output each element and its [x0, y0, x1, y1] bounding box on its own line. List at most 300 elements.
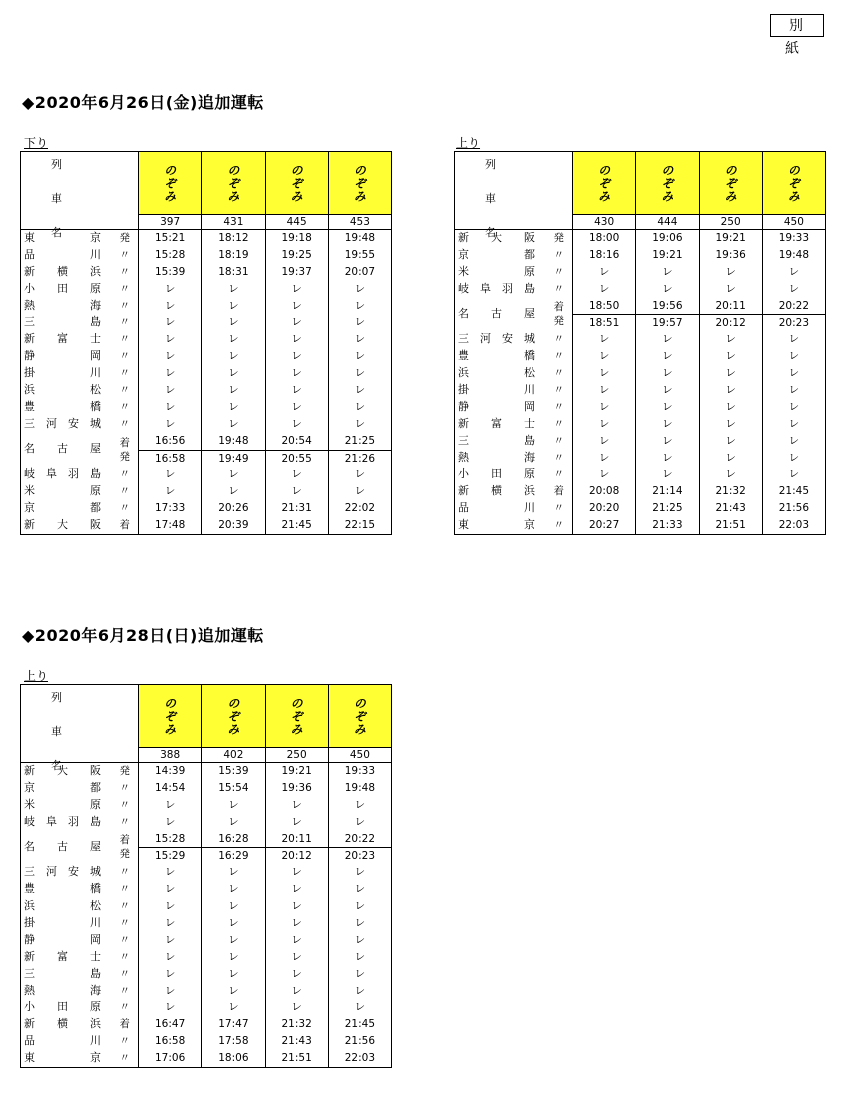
arrival-time: 20:11 [700, 298, 762, 316]
table-row [21, 247, 391, 264]
time-cell: レ [139, 983, 202, 1000]
time-cell: レ [788, 451, 800, 464]
station-cell [21, 281, 139, 298]
train-number: 402 [202, 747, 264, 762]
station-cell [455, 230, 573, 247]
time-cell [139, 831, 202, 865]
time-cell: 21:43 [700, 500, 763, 517]
time-cell: レ [354, 400, 366, 413]
time-cell: 15:21 [139, 230, 202, 247]
time-cell: 21:56 [344, 1035, 375, 1048]
train-columns [573, 152, 825, 229]
table-row [21, 298, 391, 315]
time-cell: 21:31 [266, 500, 329, 517]
table-row [455, 298, 825, 332]
station-cell [455, 365, 573, 382]
station-mark: 発 [119, 231, 130, 244]
table-row [21, 399, 391, 416]
time-cell: レ [266, 999, 329, 1016]
station-cell [21, 466, 139, 483]
time-cell: レ [202, 814, 265, 831]
table-row [21, 331, 391, 348]
station-name: 浜 松 [458, 366, 535, 380]
time-cell: レ [202, 864, 265, 881]
time-cell: 21:43 [266, 1033, 329, 1050]
departure-time: 20:12 [715, 317, 746, 330]
time-cell: 22:03 [778, 519, 809, 532]
table-row [455, 230, 825, 247]
time-cell: レ [354, 350, 366, 363]
station-cell [21, 1033, 139, 1050]
station-name: 豊 橋 [24, 399, 101, 413]
station-mark: 〃 [119, 417, 130, 430]
time-cells [139, 949, 391, 966]
time-cell: レ [354, 866, 366, 879]
time-cell: 20:07 [344, 265, 375, 278]
train-column [763, 152, 825, 229]
time-cell: レ [354, 282, 366, 295]
time-cell: 16:58 [139, 1033, 202, 1050]
time-cell: 18:31 [202, 264, 265, 281]
train-column [266, 152, 329, 229]
time-cell: 15:39 [139, 264, 202, 281]
station-cell [21, 932, 139, 949]
time-cells [139, 763, 391, 780]
train-column [329, 152, 391, 229]
station-name: 掛 川 [24, 366, 101, 380]
station-mark: 〃 [119, 367, 130, 380]
station-name: 米 原 [24, 484, 101, 498]
time-cell: レ [139, 348, 202, 365]
station-cell [21, 483, 139, 500]
time-cells [139, 281, 391, 298]
time-cells [139, 932, 391, 949]
time-cell: 19:25 [266, 247, 329, 264]
station-mark: 〃 [119, 950, 130, 963]
time-cell: レ [202, 314, 265, 331]
station-cell [21, 797, 139, 814]
time-cells [139, 780, 391, 797]
time-cells [139, 230, 391, 247]
time-cell: レ [202, 382, 265, 399]
time-cell [700, 298, 763, 332]
departure-time: 19:49 [218, 452, 249, 465]
departure-mark: 発 [119, 848, 130, 861]
time-cell [329, 831, 391, 865]
station-name: 名 古 屋 [458, 307, 535, 320]
table-row [21, 898, 391, 915]
table-row [21, 814, 391, 831]
time-cells [139, 517, 391, 534]
time-cell: レ [573, 466, 636, 483]
station-name: 小 田 原 [24, 281, 101, 295]
time-cell: レ [266, 949, 329, 966]
arrival-time: 19:48 [202, 433, 264, 451]
corner-char: 名 [51, 226, 62, 239]
time-cells [573, 450, 825, 467]
time-cell [636, 298, 699, 332]
station-cell [455, 298, 573, 332]
time-cells [139, 331, 391, 348]
table-row [455, 483, 825, 500]
time-cell: レ [354, 316, 366, 329]
station-cell [455, 483, 573, 500]
time-cell: 14:39 [139, 763, 202, 780]
station-mark: 〃 [119, 282, 130, 295]
station-mark: 〃 [119, 984, 130, 997]
section2-up-label: 上り [24, 669, 49, 683]
station-name: 名 古 屋 [24, 442, 101, 456]
section1-down-label: 下り [24, 136, 49, 150]
time-cell: レ [266, 881, 329, 898]
station-cell [455, 450, 573, 467]
table-row [21, 483, 391, 500]
time-cells [573, 466, 825, 483]
time-cell: レ [139, 416, 202, 433]
departure-mark: 発 [119, 450, 130, 463]
time-cell: 18:16 [573, 247, 636, 264]
time-cell: レ [139, 898, 202, 915]
time-cell: レ [354, 984, 366, 997]
time-cell: 15:39 [202, 763, 265, 780]
station-name: 豊 橋 [24, 882, 101, 896]
time-cell: レ [202, 483, 265, 500]
corner-char: 車 [485, 192, 496, 205]
station-mark: 〃 [119, 815, 130, 828]
time-cell: レ [139, 932, 202, 949]
time-cell: レ [636, 399, 699, 416]
station-name: 豊 橋 [458, 349, 535, 363]
time-cell: レ [354, 468, 366, 481]
station-name: 掛 川 [458, 383, 535, 397]
time-cell: 19:21 [266, 763, 329, 780]
train-number: 444 [636, 214, 698, 229]
station-name: 東 京 [24, 1051, 101, 1065]
timetable-june26-up [454, 151, 826, 535]
time-cells [573, 500, 825, 517]
time-cell [573, 298, 636, 332]
station-name: 浜 松 [24, 383, 101, 397]
section2-title: ◆2020年6月28日(日)追加運転 [22, 626, 264, 645]
train-number: 450 [329, 747, 391, 762]
station-cell [21, 1050, 139, 1067]
time-cell: レ [139, 966, 202, 983]
table-row [455, 450, 825, 467]
table-row [21, 881, 391, 898]
time-cell: 20:27 [573, 517, 636, 534]
train-type: のぞみ [329, 152, 391, 214]
train-column [573, 152, 636, 229]
station-name: 静 岡 [24, 349, 101, 363]
time-cell: 19:18 [266, 230, 329, 247]
station-name: 熱 海 [24, 298, 101, 312]
station-cell [21, 399, 139, 416]
station-mark: 着 [119, 1018, 130, 1031]
station-name: 京 都 [24, 501, 101, 515]
departure-time: 19:57 [652, 317, 683, 330]
time-cell: レ [202, 298, 265, 315]
arrival-time: 16:56 [139, 433, 201, 451]
time-cell: 19:55 [344, 248, 375, 261]
time-cell: 19:21 [636, 247, 699, 264]
time-cell: レ [139, 949, 202, 966]
table-row [455, 365, 825, 382]
table-row [21, 1033, 391, 1050]
station-name: 名 古 屋 [24, 840, 101, 853]
time-cell: 21:14 [636, 483, 699, 500]
time-cell: レ [139, 466, 202, 483]
train-type: のぞみ [139, 685, 201, 747]
train-type: のぞみ [266, 685, 328, 747]
station-cell [455, 466, 573, 483]
time-cells [573, 298, 825, 332]
time-cell: レ [354, 1001, 366, 1014]
table-row [455, 281, 825, 298]
station-mark: 〃 [553, 384, 564, 397]
time-cell: レ [266, 898, 329, 915]
time-cell: レ [139, 915, 202, 932]
time-cell [202, 831, 265, 865]
time-cell: 22:03 [344, 1052, 375, 1065]
corner-char: 列 [51, 158, 62, 171]
time-cell: 21:33 [636, 517, 699, 534]
time-cell: 19:48 [778, 248, 809, 261]
station-cell [21, 864, 139, 881]
time-cell: レ [202, 999, 265, 1016]
train-number: 453 [329, 214, 391, 229]
time-cell: レ [266, 348, 329, 365]
time-cell: レ [354, 798, 366, 811]
time-cell: レ [354, 883, 366, 896]
time-cell: レ [788, 350, 800, 363]
time-cell: レ [354, 950, 366, 963]
station-name: 岐 阜 羽 島 [24, 467, 101, 481]
station-cell [21, 763, 139, 780]
time-cell: レ [266, 281, 329, 298]
station-name: 東 京 [24, 231, 101, 244]
station-name: 新 横 浜 [458, 484, 535, 498]
table-row [21, 949, 391, 966]
station-mark: 〃 [119, 798, 130, 811]
time-cells [139, 365, 391, 382]
station-mark: 〃 [119, 316, 130, 329]
arrival-time: 20:11 [266, 831, 328, 849]
time-cell: レ [202, 949, 265, 966]
table-row [455, 331, 825, 348]
table-row [21, 500, 391, 517]
time-cell: レ [139, 999, 202, 1016]
train-type: のぞみ [202, 685, 264, 747]
table-row [455, 416, 825, 433]
time-cell [329, 433, 391, 467]
train-type: のぞみ [139, 152, 201, 214]
time-cells [573, 365, 825, 382]
time-cell: レ [202, 281, 265, 298]
time-cell: レ [266, 864, 329, 881]
station-mark: 〃 [553, 451, 564, 464]
train-column [329, 685, 391, 762]
time-cell: レ [573, 281, 636, 298]
station-cell [21, 949, 139, 966]
time-cell: 19:21 [700, 230, 763, 247]
time-cells [139, 915, 391, 932]
station-name: 三 島 [24, 966, 101, 980]
table-row [455, 264, 825, 281]
station-mark: 〃 [553, 282, 564, 295]
time-cell: レ [202, 932, 265, 949]
corner-char: 列 [51, 691, 62, 704]
station-mark: 〃 [119, 265, 130, 278]
train-type: のぞみ [266, 152, 328, 214]
station-name: 小 田 原 [24, 1000, 101, 1014]
station-mark: 〃 [119, 350, 130, 363]
time-cell: レ [202, 915, 265, 932]
time-cell: レ [788, 468, 800, 481]
table-row [21, 517, 391, 534]
train-type: のぞみ [636, 152, 698, 214]
time-cell: レ [354, 299, 366, 312]
station-mark: 〃 [119, 967, 130, 980]
time-cells [573, 264, 825, 281]
table-row [455, 399, 825, 416]
time-cells [573, 230, 825, 247]
station-mark: 着 [553, 485, 564, 498]
time-cell: レ [700, 433, 763, 450]
time-cell: 17:47 [202, 1016, 265, 1033]
station-cell [455, 500, 573, 517]
table-row [21, 365, 391, 382]
station-name: 掛 川 [24, 916, 101, 930]
station-cell [455, 264, 573, 281]
train-type: のぞみ [329, 685, 391, 747]
departure-time: 20:23 [778, 317, 809, 330]
time-cell: レ [573, 264, 636, 281]
station-cell [21, 348, 139, 365]
station-mark: 〃 [553, 434, 564, 447]
station-name: 新 富 士 [24, 332, 101, 346]
station-cell [21, 983, 139, 1000]
station-mark: 〃 [553, 265, 564, 278]
station-mark: 〃 [119, 866, 130, 879]
train-columns [139, 685, 391, 762]
station-name: 新 大 阪 [24, 518, 101, 532]
station-name: 三 島 [458, 433, 535, 447]
time-cell: レ [354, 367, 366, 380]
time-cell: レ [266, 382, 329, 399]
table-row [21, 797, 391, 814]
time-cell: レ [202, 898, 265, 915]
station-cell [21, 780, 139, 797]
time-cell: 19:37 [266, 264, 329, 281]
time-cells [139, 466, 391, 483]
time-cell: レ [266, 966, 329, 983]
time-cell: レ [636, 382, 699, 399]
time-cell: レ [788, 265, 800, 278]
time-cells [139, 831, 391, 865]
time-cell: レ [573, 399, 636, 416]
train-type: のぞみ [763, 152, 825, 214]
station-mark: 着 [119, 519, 130, 532]
arrival-time: 18:50 [573, 298, 635, 316]
section1-title: ◆2020年6月26日(金)追加運転 [22, 93, 264, 112]
time-cell: レ [266, 814, 329, 831]
station-name: 小 田 原 [458, 467, 535, 481]
time-cell: 21:51 [700, 517, 763, 534]
arrival-time: 20:54 [266, 433, 328, 451]
table-row [21, 763, 391, 780]
time-cell: レ [573, 450, 636, 467]
departure-time: 16:29 [218, 850, 249, 863]
time-cell: レ [202, 416, 265, 433]
time-cell: レ [636, 416, 699, 433]
time-cell: 15:54 [202, 780, 265, 797]
time-cells [139, 382, 391, 399]
station-cell [21, 517, 139, 534]
time-cells [139, 348, 391, 365]
train-type: のぞみ [202, 152, 264, 214]
time-cell: レ [573, 433, 636, 450]
time-cells [139, 399, 391, 416]
station-mark: 〃 [119, 1001, 130, 1014]
time-cells [139, 864, 391, 881]
time-cell: 21:32 [700, 483, 763, 500]
time-cell: 17:06 [139, 1050, 202, 1067]
corner-char: 名 [485, 226, 496, 239]
station-name: 静 岡 [458, 399, 535, 413]
table-row [21, 831, 391, 865]
station-cell [21, 881, 139, 898]
time-cell: レ [266, 983, 329, 1000]
station-name: 東 京 [458, 518, 535, 532]
station-cell [21, 247, 139, 264]
departure-time: 15:29 [154, 850, 186, 863]
station-cell [21, 416, 139, 433]
time-cell: レ [139, 881, 202, 898]
table-row [21, 433, 391, 467]
arrival-mark: 着 [119, 436, 130, 449]
station-mark: 〃 [119, 384, 130, 396]
station-mark: 〃 [119, 917, 130, 930]
time-cell: レ [636, 348, 699, 365]
station-cell [21, 915, 139, 932]
time-cells [573, 483, 825, 500]
time-cell: 14:54 [139, 780, 202, 797]
table-row [21, 1050, 391, 1067]
station-name: 三 河 安 城 [24, 416, 101, 430]
station-name: 品 川 [458, 501, 535, 515]
time-cell: レ [266, 416, 329, 433]
station-mark: 〃 [119, 333, 130, 346]
station-mark: 〃 [119, 468, 130, 481]
station-mark: 発 [119, 764, 130, 777]
train-column [700, 152, 763, 229]
departure-mark: 発 [553, 315, 564, 328]
station-mark: 〃 [553, 350, 564, 363]
station-mark: 〃 [553, 519, 564, 532]
train-column [202, 685, 265, 762]
departure-time: 20:23 [344, 850, 375, 863]
time-cell: レ [636, 264, 699, 281]
arr-dep-mark [120, 436, 131, 464]
time-cell: レ [788, 384, 800, 397]
time-cell: 21:51 [266, 1050, 329, 1067]
time-cells [573, 433, 825, 450]
time-cell: レ [139, 797, 202, 814]
time-cell: レ [354, 815, 366, 828]
station-name: 新 横 浜 [24, 1017, 101, 1031]
time-cells [139, 814, 391, 831]
time-cell: 16:47 [139, 1016, 202, 1033]
